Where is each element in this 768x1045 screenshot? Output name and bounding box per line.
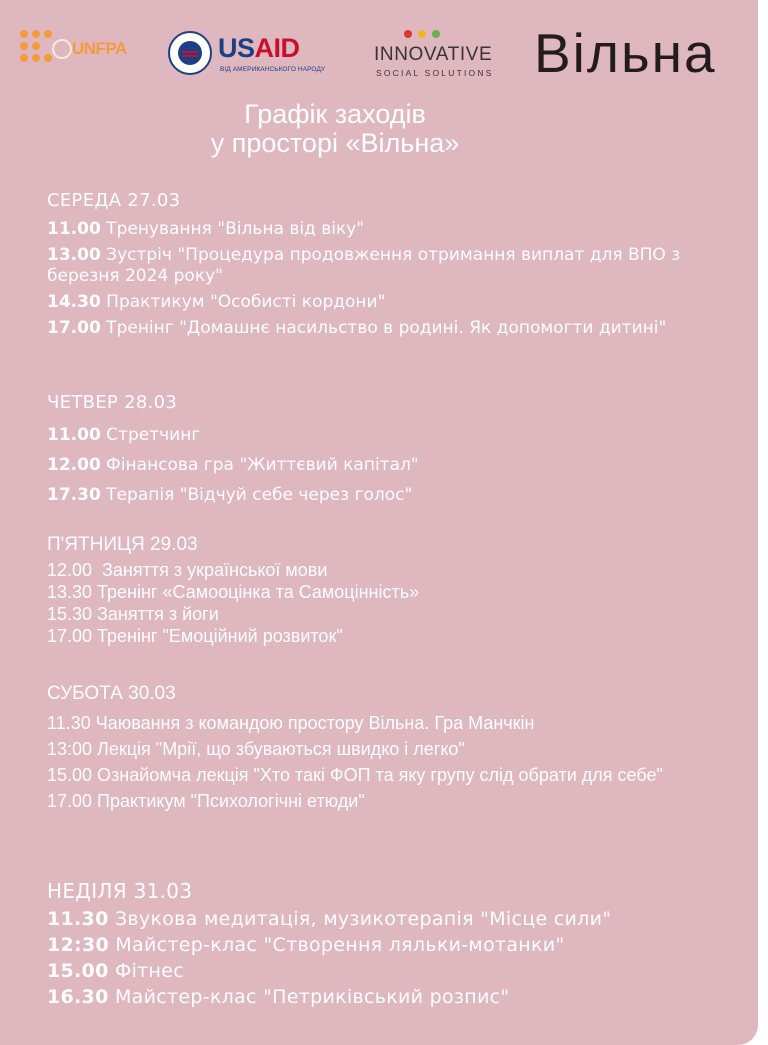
innovative-social-solutions-logo — [372, 28, 504, 80]
event-time: 14.30 — [47, 292, 101, 312]
event-title: Терапія "Відчуй себе через голос" — [100, 485, 413, 505]
day-heading: СЕРЕДА 27.03 — [47, 190, 181, 211]
day-saturday — [47, 680, 737, 812]
event-item — [47, 960, 737, 983]
event-title: Практикум "Психологічні етюди" — [92, 791, 365, 811]
event-item — [47, 425, 737, 446]
event-title: Фінансова гра "Життєвий капітал" — [100, 455, 419, 475]
event-item — [47, 625, 737, 647]
event-time: 11.30 — [47, 908, 109, 930]
event-title: Майстер-клас "Створення ляльки-мотанки" — [108, 934, 565, 956]
event-item — [47, 245, 737, 287]
event-time: 17.00 — [47, 318, 101, 338]
unfpa-wordmark: UNFPA — [72, 39, 127, 58]
day-wednesday — [47, 188, 737, 339]
day-friday — [47, 531, 737, 647]
event-time: 11.00 — [47, 425, 101, 445]
event-time: 11.30 — [47, 713, 91, 733]
usaid-aid: AID — [254, 33, 300, 63]
unfpa-logo — [20, 30, 127, 76]
vilna-logo: Вільна — [534, 22, 717, 84]
event-item — [47, 934, 737, 957]
event-time: 12.00 — [47, 560, 93, 580]
event-title: Фітнес — [108, 960, 185, 982]
day-heading: ЧЕТВЕР 28.03 — [47, 392, 178, 413]
event-time: 16.30 — [47, 986, 109, 1008]
social-solutions-wordmark: SOCIAL SOLUTIONS — [376, 68, 494, 78]
event-title: Стретчинг — [100, 425, 201, 445]
day-heading: П'ЯТНИЦЯ 29.03 — [47, 534, 198, 555]
event-title: Майстер-клас "Петриківський розпис" — [108, 986, 510, 1008]
event-title: Заняття з йоги — [92, 604, 219, 624]
red-dot-icon — [404, 30, 412, 38]
poster-title — [0, 100, 670, 158]
event-item — [47, 790, 737, 812]
event-time: 13.00 — [47, 245, 101, 265]
day-sunday — [47, 877, 737, 1009]
event-item — [47, 455, 737, 476]
event-time: 17.00 — [47, 791, 93, 811]
event-title: Заняття з української мови — [92, 560, 328, 580]
event-time: 12.00 — [47, 455, 101, 475]
event-item — [47, 764, 737, 786]
usaid-logo — [168, 30, 333, 80]
event-title: Ознайомча лекція "Хто такі ФОП та яку групу слід обрати для себе" — [92, 765, 663, 785]
event-time: 15.30 — [47, 604, 93, 624]
day-heading: НЕДІЛЯ 31.03 — [47, 879, 193, 903]
event-item — [47, 712, 737, 734]
event-time: 15.00 — [47, 765, 93, 785]
event-time: 13:00 — [47, 739, 93, 759]
event-item — [47, 986, 737, 1009]
event-title: Тренінг "Домашнє насильство в родині. Як допомогти дитині" — [100, 318, 667, 338]
day-thursday — [47, 390, 737, 506]
un-emblem-icon — [52, 39, 72, 59]
event-time: 11.00 — [47, 219, 101, 239]
usaid-seal-icon — [168, 31, 212, 75]
day-heading: СУБОТА 30.03 — [47, 683, 176, 704]
usaid-tagline: ВІД АМЕРИКАНСЬКОГО НАРОДУ — [220, 66, 326, 73]
event-item — [47, 603, 737, 625]
event-title: Тренування "Вільна від віку" — [100, 219, 365, 239]
event-title: Звукова медитація, музикотерапія "Місце сили" — [108, 908, 612, 930]
usaid-us: US — [218, 33, 255, 63]
title-line-2: у просторі «Вільна» — [210, 128, 460, 158]
title-line-1: Графік заходів — [244, 99, 426, 129]
event-title: Тренінг "Емоційний розвиток" — [92, 626, 343, 646]
green-dot-icon — [432, 30, 440, 38]
event-time: 13.30 — [47, 582, 93, 602]
event-time: 17.30 — [47, 485, 101, 505]
event-time: 17.00 — [47, 626, 93, 646]
event-item — [47, 559, 737, 581]
event-time: 12:30 — [47, 934, 109, 956]
event-item — [47, 318, 737, 339]
event-item — [47, 292, 737, 313]
event-title: Чаювання з командою простору Вільна. Гра Манчкін — [90, 713, 535, 733]
event-item — [47, 738, 737, 760]
event-item — [47, 908, 737, 931]
event-item — [47, 485, 737, 506]
usaid-wordmark — [218, 33, 300, 63]
event-item — [47, 581, 737, 603]
event-title: Зустріч "Процедура продовження отримання виплат для ВПО з березня 2024 року" — [47, 245, 681, 286]
event-title: Практикум "Особисті кордони" — [100, 292, 386, 312]
event-item — [47, 219, 737, 240]
yellow-dot-icon — [418, 30, 426, 38]
innovative-wordmark: INNOVATIVE — [374, 44, 493, 65]
event-title: Тренінг «Самооцінка та Самоцінність» — [92, 582, 420, 602]
event-time: 15.00 — [47, 960, 109, 982]
event-title: Лекція "Мрії, що збуваються швидко і легко" — [92, 739, 465, 759]
